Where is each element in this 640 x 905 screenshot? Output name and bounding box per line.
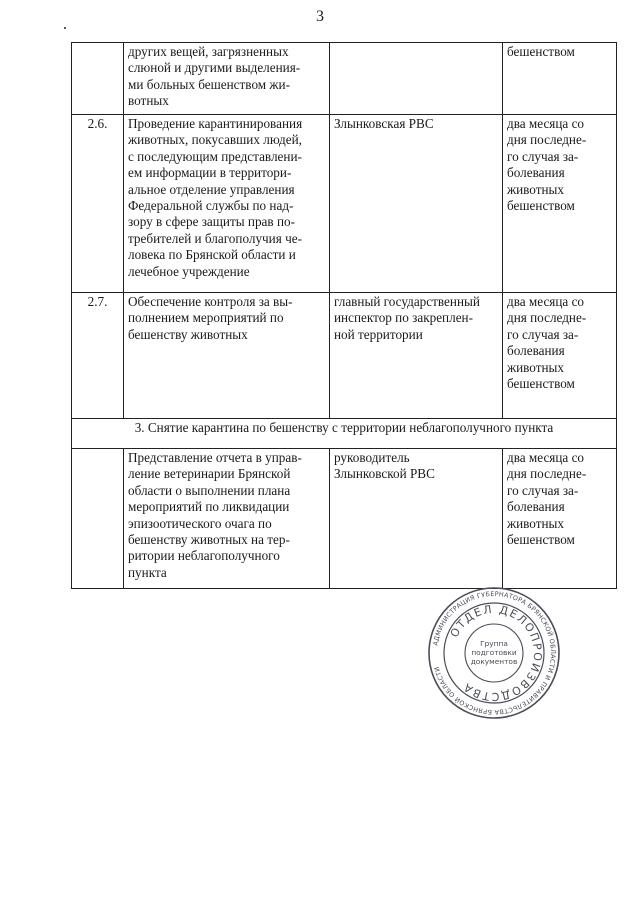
stamp-center-line: Группа bbox=[480, 639, 508, 648]
activity-line: других вещей, загрязненных bbox=[128, 44, 289, 59]
activity-line: ми больных бешенством жи- bbox=[128, 76, 290, 92]
stamp-inner-ring-text: ОТДЕЛ ДЕЛОПРОИЗВОДСТВА bbox=[447, 602, 545, 704]
deadline-line: два месяца со bbox=[507, 294, 585, 309]
department-stamp bbox=[426, 585, 562, 721]
stamp-center-line: подготовки bbox=[471, 648, 517, 657]
table-row bbox=[72, 293, 617, 419]
activity-line: пункта bbox=[128, 564, 167, 580]
responsible-line: главный государственный bbox=[334, 294, 480, 309]
activity-line: Представление отчета в управ- bbox=[128, 450, 302, 465]
activity-line: ловека по Брянской области и bbox=[128, 247, 296, 263]
activity-line: животных, покусавших людей, bbox=[128, 132, 302, 148]
activity-cell bbox=[124, 293, 330, 419]
scan-speck bbox=[64, 27, 66, 29]
responsible-line: ной территории bbox=[334, 326, 423, 342]
row-number: 2.6. bbox=[72, 115, 124, 293]
deadline-line: дня последне- bbox=[507, 310, 587, 326]
activity-line: вотных bbox=[128, 93, 169, 109]
activity-line: лечебное учреждение bbox=[128, 263, 250, 279]
activity-line: альное отделение управления bbox=[128, 181, 295, 197]
section-title: 3. Снятие карантина по бешенству с территории неблагополучного пункта bbox=[72, 419, 617, 449]
deadline-line: дня последне- bbox=[507, 132, 587, 148]
activity-line: ем информации в территори- bbox=[128, 165, 292, 181]
deadline-cell bbox=[503, 449, 617, 589]
deadline-line: бешенством bbox=[507, 376, 575, 392]
responsible-cell bbox=[330, 293, 503, 419]
activity-line: ритории неблагополучного bbox=[128, 548, 280, 564]
deadline-line: животных bbox=[507, 359, 564, 375]
activity-line: мероприятий по ликвидации bbox=[128, 499, 290, 515]
activity-line: ление ветеринарии Брянской bbox=[128, 466, 291, 482]
responsible-cell bbox=[330, 43, 503, 115]
deadline-line: два месяца со bbox=[507, 450, 585, 465]
deadline-line: дня последне- bbox=[507, 466, 587, 482]
row-number bbox=[72, 449, 124, 589]
row-number bbox=[72, 43, 124, 115]
deadline-line: животных bbox=[507, 515, 564, 531]
deadline-line: болевания bbox=[507, 165, 565, 181]
deadline-line: два месяца со bbox=[507, 116, 585, 131]
deadline-line: бешенством bbox=[507, 44, 575, 59]
table-row bbox=[72, 43, 617, 115]
responsible-cell bbox=[330, 449, 503, 589]
deadline-line: бешенством bbox=[507, 532, 575, 548]
activity-cell bbox=[124, 449, 330, 589]
activity-line: бешенству животных на тер- bbox=[128, 532, 290, 548]
deadline-cell bbox=[503, 43, 617, 115]
table-row bbox=[72, 115, 617, 293]
deadline-line: болевания bbox=[507, 343, 565, 359]
activity-line: Федеральной службы по над- bbox=[128, 198, 294, 214]
activity-cell bbox=[124, 43, 330, 115]
activity-cell bbox=[124, 115, 330, 293]
activity-line: Проведение карантинирования bbox=[128, 116, 303, 131]
responsible-line: Злынковской РВС bbox=[334, 466, 435, 482]
deadline-line: бешенством bbox=[507, 198, 575, 214]
deadline-line: го случая за- bbox=[507, 148, 579, 164]
responsible-line: инспектор по закреплен- bbox=[334, 310, 473, 326]
deadline-line: животных bbox=[507, 181, 564, 197]
section-header-row bbox=[72, 419, 617, 449]
activity-line: Обеспечение контроля за вы- bbox=[128, 294, 293, 309]
responsible-line: Злынковская РВС bbox=[334, 116, 434, 131]
responsible-line: руководитель bbox=[334, 450, 410, 465]
stamp-outer-ring-text: АДМИНИСТРАЦИЯ ГУБЕРНАТОРА БРЯНСКОЙ ОБЛАСТИ И ПРАВИТЕЛЬСТВА БРЯНСКОЙ ОБЛАСТИ bbox=[431, 589, 558, 717]
activity-line: области о выполнении плана bbox=[128, 482, 291, 498]
activity-line: бешенству животных bbox=[128, 326, 248, 342]
activity-line: с последующим представлени- bbox=[128, 148, 302, 164]
activity-line: эпизоотического очага по bbox=[128, 515, 272, 531]
deadline-cell bbox=[503, 115, 617, 293]
activity-line: зору в сфере защиты прав по- bbox=[128, 214, 295, 230]
responsible-cell bbox=[330, 115, 503, 293]
deadline-cell bbox=[503, 293, 617, 419]
deadline-line: го случая за- bbox=[507, 326, 579, 342]
activity-line: слюной и другими выделения- bbox=[128, 60, 301, 76]
activity-line: требителей и благополучия че- bbox=[128, 230, 302, 246]
deadline-line: го случая за- bbox=[507, 482, 579, 498]
measures-table bbox=[71, 42, 617, 589]
table-row bbox=[72, 449, 617, 589]
deadline-line: болевания bbox=[507, 499, 565, 515]
stamp-center-line: документов bbox=[470, 657, 518, 666]
row-number: 2.7. bbox=[72, 293, 124, 419]
activity-line: полнением мероприятий по bbox=[128, 310, 284, 326]
page-number: 3 bbox=[316, 8, 324, 25]
